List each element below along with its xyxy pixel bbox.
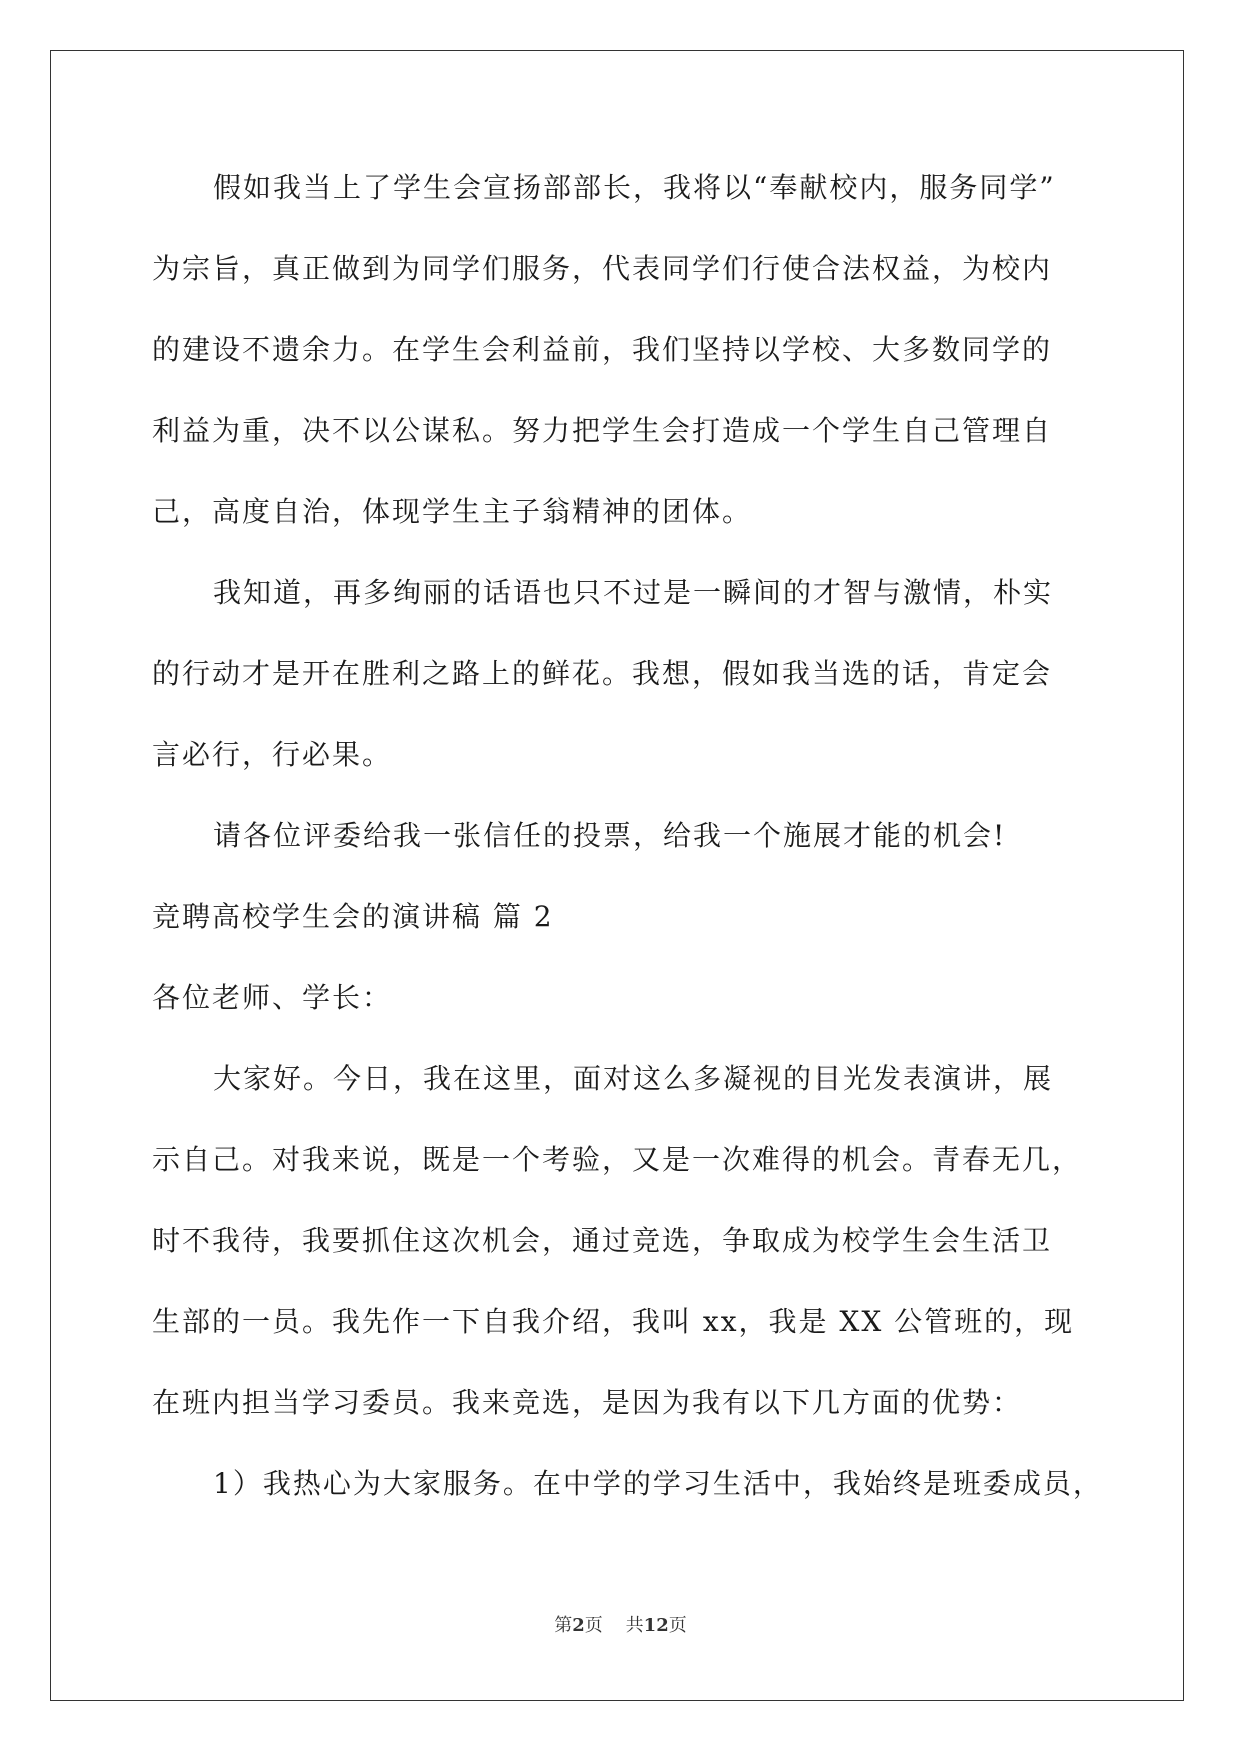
total-pages: 12	[643, 1615, 669, 1636]
paragraph-line: 示自己。对我来说，既是一个考验，又是一次难得的机会。青春无几，	[152, 1143, 1083, 1176]
paragraph-line: 为宗旨，真正做到为同学们服务，代表同学们行使合法权益，为校内	[152, 252, 1053, 285]
total-suffix: 页	[668, 1615, 687, 1636]
paragraph-line: 的建设不遗余力。在学生会利益前，我们坚持以学校、大多数同学的	[152, 333, 1053, 366]
paragraph-line: 己，高度自治，体现学生主子翁精神的团体。	[152, 495, 753, 528]
paragraph-line: 利益为重，决不以公谋私。努力把学生会打造成一个学生自己管理自	[152, 414, 1053, 447]
paragraph-line: 在班内担当学习委员。我来竞选，是因为我有以下几方面的优势：	[152, 1386, 1023, 1419]
paragraph-line: 生部的一员。我先作一下自我介绍，我叫 xx，我是 XX 公管班的，现	[152, 1305, 1075, 1338]
paragraph-line: 大家好。今日，我在这里，面对这么多凝视的目光发表演讲，展	[213, 1062, 1054, 1095]
paragraph-line: 时不我待，我要抓住这次机会，通过竞选，争取成为校学生会生活卫	[152, 1224, 1053, 1257]
paragraph-line: 请各位评委给我一张信任的投票，给我一个施展才能的机会!	[213, 819, 1007, 852]
page-number: 2	[572, 1615, 585, 1636]
paragraph-line: 言必行，行必果。	[152, 738, 393, 771]
page-footer	[0, 1614, 1241, 1638]
page-border	[50, 50, 1184, 1701]
paragraph-line: 的行动才是开在胜利之路上的鲜花。我想，假如我当选的话，肯定会	[152, 657, 1053, 690]
paragraph-line: 假如我当上了学生会宣扬部部长，我将以“奉献校内，服务同学”	[213, 171, 1056, 204]
paragraph-line: 我知道，再多绚丽的话语也只不过是一瞬间的才智与激情，朴实	[213, 576, 1054, 609]
total-prefix: 共	[625, 1615, 644, 1636]
salutation: 各位老师、学长：	[152, 981, 393, 1014]
section-heading: 竞聘高校学生会的演讲稿 篇 2	[152, 900, 554, 933]
paragraph-line: 1）我热心为大家服务。在中学的学习生活中，我始终是班委成员，	[213, 1467, 1103, 1500]
page-suffix: 页	[584, 1615, 603, 1636]
page-prefix: 第	[554, 1615, 573, 1636]
